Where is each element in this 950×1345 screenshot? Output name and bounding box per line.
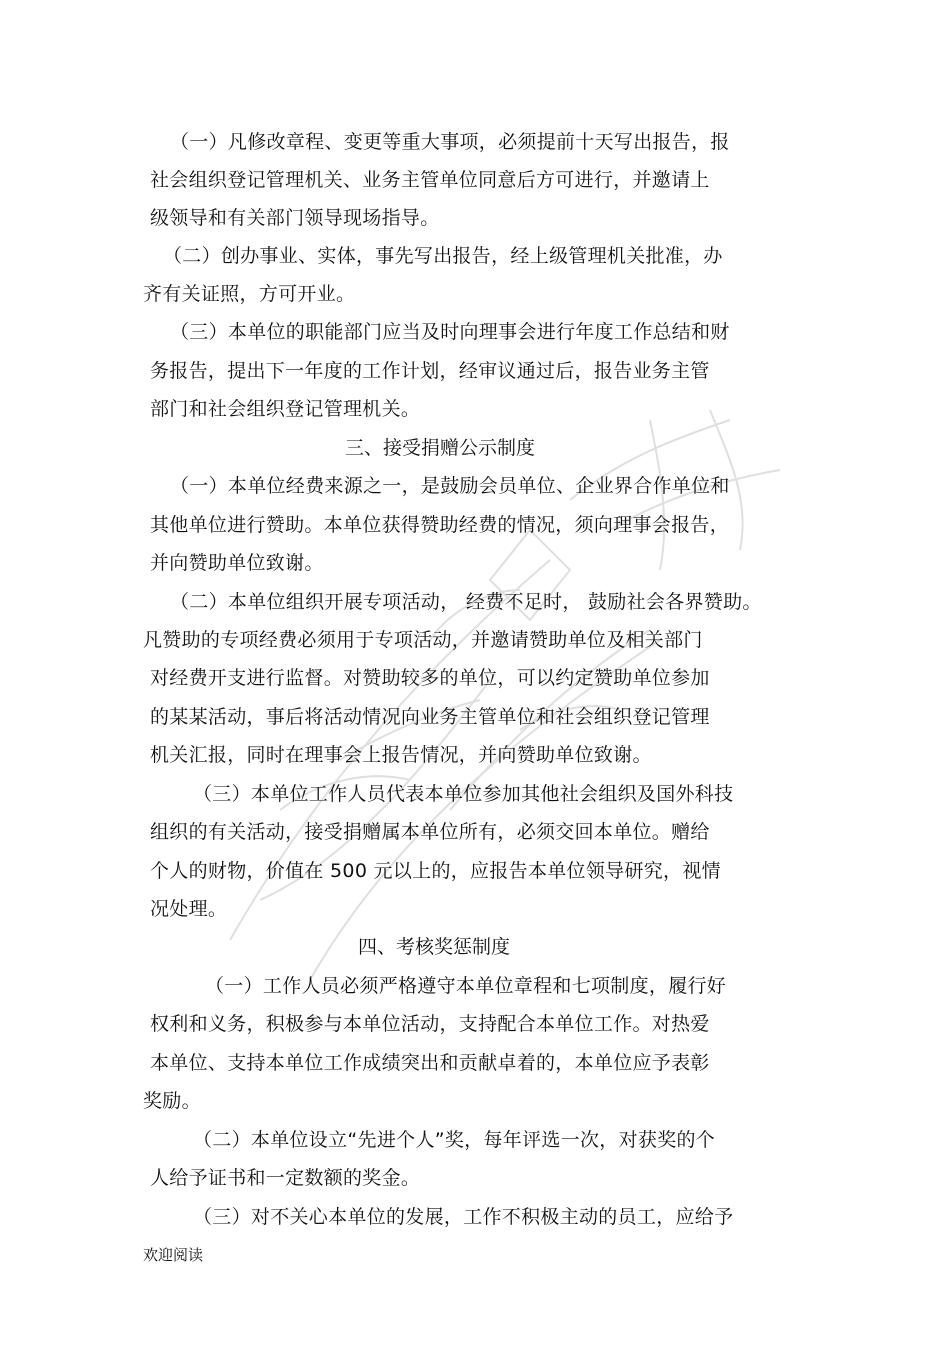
paragraph-line: 凡赞助的专项经费必须用于专项活动，并邀请赞助单位及相关部门 [143, 629, 703, 651]
paragraph-line: 齐有关证照，方可开业。 [143, 283, 356, 305]
paragraph-line: 组织的有关活动，接受捐赠属本单位所有，必须交回本单位。赠给 [150, 821, 710, 843]
paragraph-line: 个人的财物，价值在 500 元以上的，应报告本单位领导研究，视情 [150, 860, 721, 882]
paragraph-line: 级领导和有关部门领导现场指导。 [150, 207, 440, 229]
paragraph-line: 本单位、支持本单位工作成绩突出和贡献卓着的，本单位应予表彰 [150, 1052, 710, 1074]
section-heading: 四、考核奖惩制度 [358, 936, 511, 958]
paragraph-line: 的某某活动，事后将活动情况向业务主管单位和社会组织登记管理 [150, 706, 710, 728]
paragraph-line: （二）本单位组织开展专项活动， 经费不足时， 鼓励社会各界赞助。 [170, 591, 762, 613]
paragraph-line: 人给予证书和一定数额的奖金。 [150, 1167, 421, 1189]
paragraph-line: 对经费开支进行监督。对赞助较多的单位，可以约定赞助单位参加 [150, 667, 710, 689]
paragraph-line: （二）创办事业、实体，事先写出报告，经上级管理机关批准，办 [163, 245, 723, 267]
paragraph-line: 社会组织登记管理机关、业务主管单位同意后方可进行，并邀请上 [150, 169, 710, 191]
paragraph-line: （三）本单位的职能部门应当及时向理事会进行年度工作总结和财 [170, 321, 730, 343]
paragraph-line: 其他单位进行赞助。本单位获得赞助经费的情况，须向理事会报告， [150, 514, 730, 536]
paragraph-line: 机关汇报，同时在理事会上报告情况，并向赞助单位致谢。 [150, 744, 652, 766]
paragraph-line: （二）本单位设立“先进个人”奖，每年评选一次，对获奖的个 [193, 1129, 716, 1151]
paragraph-line: 部门和社会组织登记管理机关。 [150, 398, 421, 420]
paragraph-line: 权利和义务，积极参与本单位活动，支持配合本单位工作。对热爱 [150, 1013, 710, 1035]
section-heading: 三、接受捐赠公示制度 [345, 437, 536, 459]
paragraph-line: 奖励。 [143, 1090, 201, 1112]
paragraph-line: （一）工作人员必须严格遵守本单位章程和七项制度，履行好 [205, 975, 727, 997]
paragraph-line: （三）对不关心本单位的发展，工作不积极主动的员工，应给予 [193, 1206, 734, 1228]
paragraph-line: （一）凡修改章程、变更等重大事项，必须提前十天写出报告，报 [170, 131, 730, 153]
paragraph-line: 务报告，提出下一年度的工作计划，经审议通过后，报告业务主管 [150, 360, 710, 382]
paragraph-line: （三）本单位工作人员代表本单位参加其他社会组织及国外科技 [193, 783, 734, 805]
paragraph-line: 况处理。 [150, 898, 228, 920]
paragraph-line: 并向赞助单位致谢。 [150, 552, 324, 574]
page-footer: 欢迎阅读 [143, 1246, 204, 1264]
paragraph-line: （一）本单位经费来源之一，是鼓励会员单位、企业界合作单位和 [170, 475, 730, 497]
